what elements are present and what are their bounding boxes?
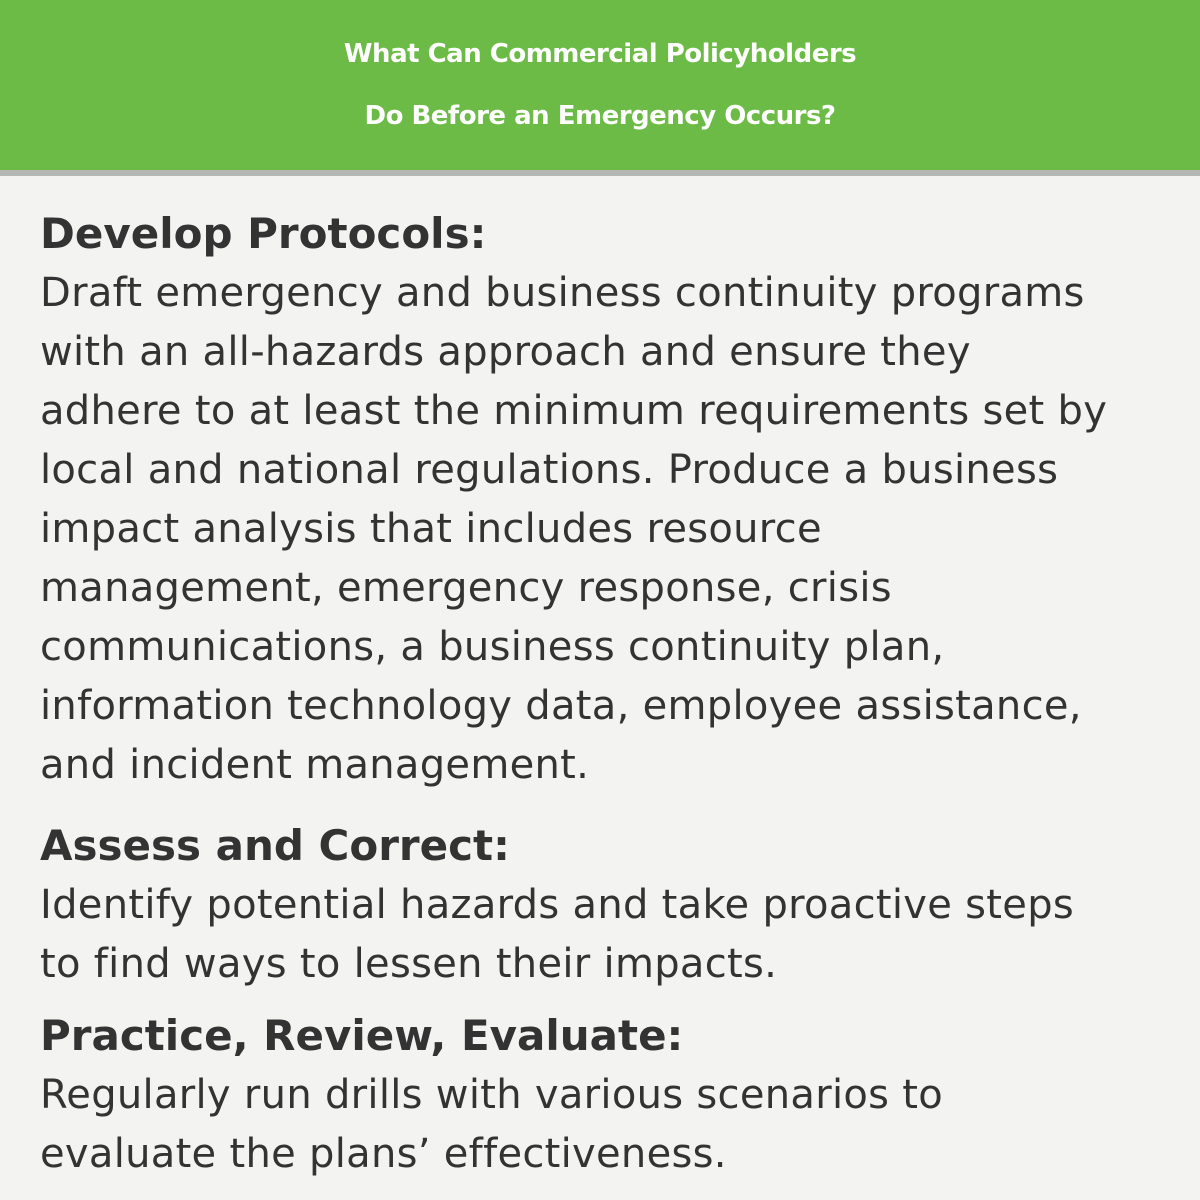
body-line: information technology data, employee assistance, [40,683,1082,729]
body-line: Draft emergency and business continuity programs [40,270,1085,316]
page-title-line-2: Do Before an Emergency Occurs? [364,101,836,131]
page-title-line-1: What Can Commercial Policyholders [343,39,857,69]
body-line: impact analysis that includes resource [40,506,822,552]
section-develop-protocols [40,208,1170,795]
body-line: local and national regulations. Produce a business [40,447,1059,493]
section-heading: Practice, Review, Evaluate: [40,1011,684,1060]
body-line: Regularly run drills with various scenarios to [40,1072,944,1118]
body-line: management, emergency response, crisis [40,565,892,611]
section-heading: Develop Protocols: [40,209,487,258]
section-assess-and-correct [40,820,1170,994]
section-heading: Assess and Correct: [40,821,510,870]
body-line: adhere to at least the minimum requirements set by [40,388,1108,434]
body-line: evaluate the plans’ effectiveness. [40,1131,727,1177]
body-line: Identify potential hazards and take proactive steps [40,882,1075,928]
body-line: with an all-hazards approach and ensure they [40,329,971,375]
body-line: and incident management. [40,742,590,788]
title-banner [0,0,1200,176]
body-line: communications, a business continuity plan, [40,624,945,670]
body-line: to find ways to lessen their impacts. [40,941,778,987]
section-practice-review-evaluate [40,1010,1170,1184]
